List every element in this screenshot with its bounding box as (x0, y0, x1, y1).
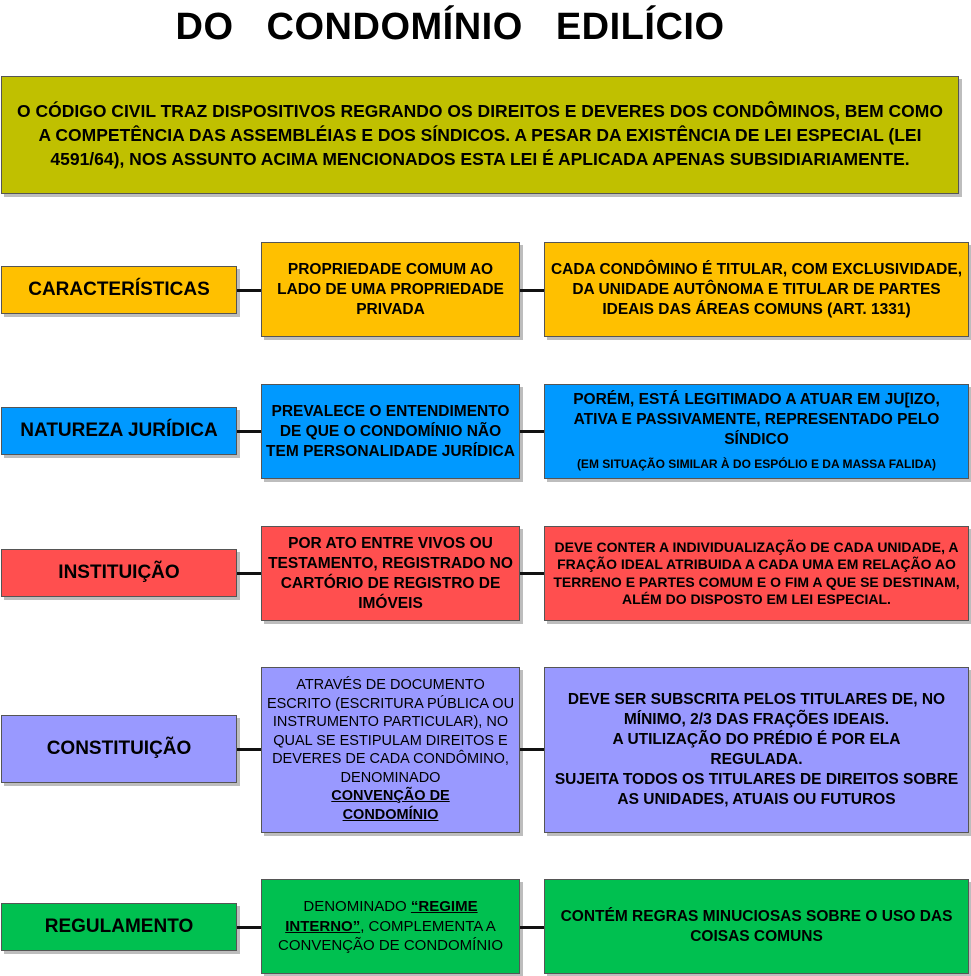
page-title: DO CONDOMÍNIO EDILÍCIO (175, 6, 725, 48)
middle-natureza-text: PREVALECE O ENTENDIMENTO DE QUE O CONDOMÍNIO NÃO TEM PERSONALIDADE JURÍDICA (266, 402, 515, 460)
label-natureza (1, 407, 237, 455)
connector (237, 572, 261, 575)
middle-natureza (261, 384, 520, 479)
middle-regulamento-pre: DENOMINADO (303, 898, 407, 916)
connector (237, 430, 261, 433)
connector (237, 289, 261, 292)
label-regulamento (1, 903, 237, 951)
right-caracteristicas (544, 242, 969, 337)
connector (520, 289, 544, 292)
middle-regulamento (261, 879, 520, 974)
intro-box: O CÓDIGO CIVIL TRAZ DISPOSITIVOS REGRANDO OS DIREITOS E DEVERES DOS CONDÔMINOS, BEM COMO A COMPETÊNCIA DAS ASSEMBLÉIAS E DOS SÍNDICOS. A PESAR DA EXISTÊNCIA DE LEI ESPECIAL (LEI 4591/64), NOS ASSUNTO ACIMA MENCIONADOS ESTA LEI É APLICADA APENAS SUBSIDIARIAMENTE. (1, 76, 959, 194)
label-instituicao-text: INSTITUIÇÃO (58, 562, 180, 583)
regime-interno-emphasis: “REGIME INTERNO” (285, 898, 478, 935)
right-instituicao-text: DEVE CONTER A INDIVIDUALIZAÇÃO DE CADA UNIDADE, A FRAÇÃO IDEAL ATRIBUIDA A CADA UMA EM RELAÇÃO AO TERRENO E PARTES COMUM E O FIM A QUE SE DESTINAM, ALÉM DO DISPOSTO EM LEI ESPECIAL. (553, 538, 960, 607)
middle-constituicao-text: ATRAVÉS DE DOCUMENTO ESCRITO (ESCRITURA PÚBLICA OU INSTRUMENTO PARTICULAR), NO QUAL SE ESTIPULAM DIREITOS E DEVERES DE CADA CONDÔMINO, DENOMINADO (266, 677, 515, 786)
right-natureza-note: (EM SITUAÇÃO SIMILAR À DO ESPÓLIO E DA MASSA FALIDA) (576, 456, 937, 471)
right-constituicao-text-2: A UTILIZAÇÃO DO PRÉDIO É POR ELA REGULADA. (612, 731, 901, 768)
connector (520, 430, 544, 433)
right-natureza-text: PORÉM, ESTÁ LEGITIMADO A ATUAR EM JU[IZO, ATIVA E PASSIVAMENTE, REPRESENTADO PELO SÍNDICO (573, 390, 940, 448)
connector (520, 572, 544, 575)
right-regulamento-text: CONTÉM REGRAS MINUCIOSAS SOBRE O USO DAS COISAS COMUNS (560, 907, 953, 945)
middle-instituicao-text: POR ATO ENTRE VIVOS OU TESTAMENTO, REGISTRADO NO CARTÓRIO DE REGISTRO DE IMÓVEIS (268, 534, 513, 612)
connector (520, 926, 544, 929)
middle-instituicao (261, 526, 520, 621)
right-instituicao (544, 526, 969, 621)
middle-regulamento-post: , COMPLEMENTA A CONVENÇÃO DE CONDOMÍNIO (277, 917, 503, 955)
right-caracteristicas-text: CADA CONDÔMINO É TITULAR, COM EXCLUSIVIDADE, DA UNIDADE AUTÔNOMA E TITULAR DE PARTES IDEAIS DAS ÁREAS COMUNS (ART. 1331) (550, 260, 963, 318)
label-regulamento-text: REGULAMENTO (44, 916, 194, 937)
convencao-de-condominio-emphasis: CONVENÇÃO DE CONDOMÍNIO (331, 788, 450, 823)
label-constituicao-text: CONSTITUIÇÃO (46, 738, 192, 759)
label-natureza-text: NATUREZA JURÍDICA (20, 420, 218, 441)
right-constituicao-text-1: DEVE SER SUBSCRITA PELOS TITULARES DE, NO MÍNIMO, 2/3 DAS FRAÇÕES IDEAIS. (567, 691, 946, 728)
right-regulamento (544, 879, 969, 974)
connector (237, 748, 261, 751)
right-constituicao (544, 667, 969, 833)
connector (237, 926, 261, 929)
middle-caracteristicas-text: PROPRIEDADE COMUM AO LADO DE UMA PROPRIEDADE PRIVADA (277, 260, 504, 318)
label-constituicao (1, 715, 237, 783)
connector (520, 748, 544, 751)
middle-caracteristicas (261, 242, 520, 337)
middle-constituicao (261, 667, 520, 833)
label-instituicao (1, 549, 237, 597)
label-caracteristicas-text: CARACTERÍSTICAS (28, 279, 210, 300)
right-natureza (544, 384, 969, 479)
label-caracteristicas (1, 266, 237, 314)
right-constituicao-text-3: SUJEITA TODOS OS TITULARES DE DIREITOS SOBRE AS UNIDADES, ATUAIS OU FUTUROS (554, 771, 959, 808)
